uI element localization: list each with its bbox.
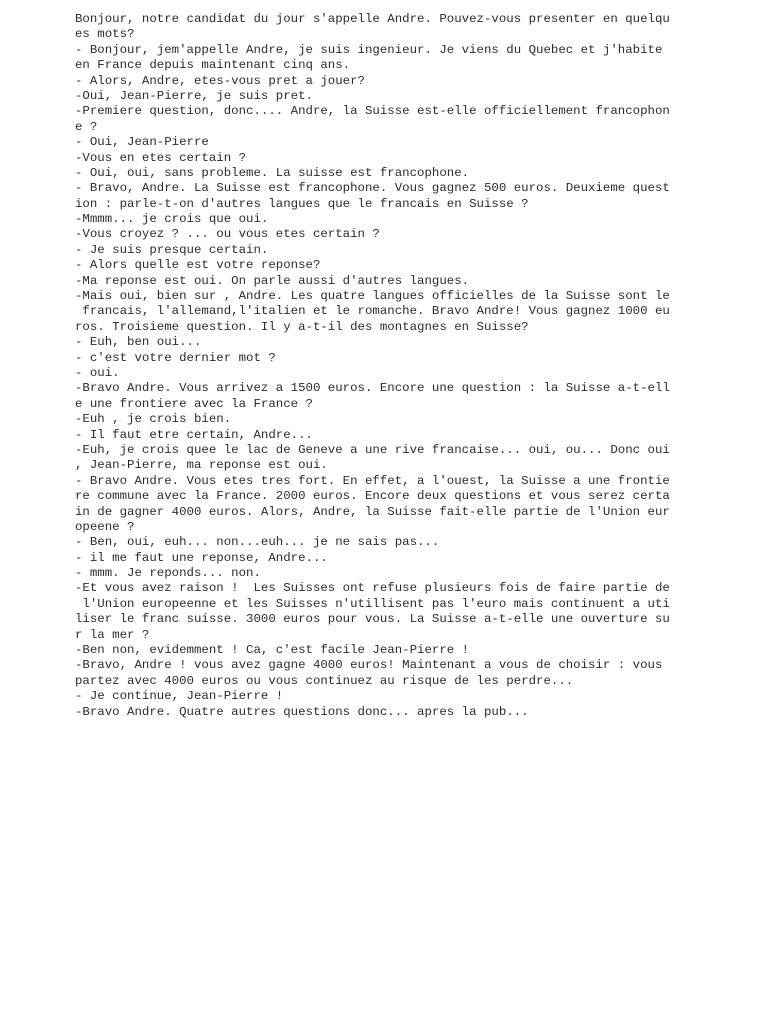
text-line: francais, l'allemand,l'italien et le romanche. Bravo Andre! Vous gagnez 1000 eu — [75, 304, 670, 319]
text-line: partez avec 4000 euros ou vous continuez au risque de les perdre... — [75, 673, 574, 688]
text-line: en France depuis maintenant cinq ans. — [75, 58, 351, 73]
text-line: liser le franc suisse. 3000 euros pour vous. La Suisse a-t-elle une ouverture su — [75, 612, 670, 627]
text-line: e une frontiere avec la France ? — [75, 396, 313, 411]
text-line: -Euh , je crois bien. — [75, 412, 232, 427]
text-line: -Premiere question, donc.... Andre, la Suisse est-elle officiellement francophon — [75, 104, 670, 119]
text-line: - Oui, oui, sans probleme. La suisse est francophone. — [75, 165, 470, 180]
text-line: -Vous croyez ? ... ou vous etes certain ? — [75, 227, 380, 242]
text-line: ion : parle-t-on d'autres langues que le francais en Suisse ? — [75, 196, 529, 211]
text-line: -Oui, Jean-Pierre, je suis pret. — [75, 88, 313, 103]
text-line: -Mais oui, bien sur , Andre. Les quatre langues officielles de la Suisse sont le — [75, 289, 670, 304]
text-line: , Jean-Pierre, ma reponse est oui. — [75, 458, 328, 473]
text-line: - c'est votre dernier mot ? — [75, 350, 276, 365]
text-line: -Bravo Andre. Quatre autres questions donc... apres la pub... — [75, 704, 529, 719]
text-line: opeene ? — [75, 519, 135, 534]
text-line: in de gagner 4000 euros. Alors, Andre, la Suisse fait-elle partie de l'Union eur — [75, 504, 670, 519]
document-text — [75, 12, 695, 720]
text-line: - Bravo Andre. Vous etes tres fort. En effet, a l'ouest, la Suisse a une frontie — [75, 473, 670, 488]
text-line: - Euh, ben oui... — [75, 335, 202, 350]
text-line: Bonjour, notre candidat du jour s'appelle Andre. Pouvez-vous presenter en quelqu — [75, 12, 670, 26]
text-line: e ? — [75, 119, 98, 134]
text-line: -Vous en etes certain ? — [75, 150, 247, 165]
text-line: - Bravo, Andre. La Suisse est francophone. Vous gagnez 500 euros. Deuxieme quest — [75, 181, 670, 196]
text-line: -Mmmm... je crois que oui. — [75, 212, 269, 227]
text-line: re commune avec la France. 2000 euros. Encore deux questions et vous serez certa — [75, 489, 670, 504]
text-line: - mmm. Je reponds... non. — [75, 566, 261, 581]
text-line: - Je suis presque certain. — [75, 242, 269, 257]
text-line: - Bonjour, jem'appelle Andre, je suis ingenieur. Je viens du Quebec et j'habite — [75, 42, 663, 57]
text-line: - Alors quelle est votre reponse? — [75, 258, 321, 273]
text-line: -Et vous avez raison ! Les Suisses ont refuse plusieurs fois de faire partie de — [75, 581, 670, 596]
text-line: es mots? — [75, 27, 135, 42]
text-line: r la mer ? — [75, 627, 150, 642]
text-line: -Ben non, evidemment ! Ca, c'est facile Jean-Pierre ! — [75, 643, 470, 658]
text-line: -Euh, je crois quee le lac de Geneve a une rive francaise... oui, ou... Donc oui — [75, 442, 670, 457]
text-line: - Il faut etre certain, Andre... — [75, 427, 313, 442]
text-line: -Ma reponse est oui. On parle aussi d'autres langues. — [75, 273, 470, 288]
text-line: - Ben, oui, euh... non...euh... je ne sais pas... — [75, 535, 440, 550]
text-line: - Je continue, Jean-Pierre ! — [75, 689, 284, 704]
text-line: - il me faut une reponse, Andre... — [75, 550, 328, 565]
text-line: - Oui, Jean-Pierre — [75, 135, 209, 150]
text-line: ros. Troisieme question. Il y a-t-il des montagnes en Suisse? — [75, 319, 529, 334]
text-line: l'Union europeenne et les Suisses n'utillisent pas l'euro mais continuent a uti — [75, 596, 670, 611]
text-line: - oui. — [75, 365, 120, 380]
text-line: -Bravo Andre. Vous arrivez a 1500 euros. Encore une question : la Suisse a-t-ell — [75, 381, 670, 396]
text-line: -Bravo, Andre ! vous avez gagne 4000 euros! Maintenant a vous de choisir : vous — [75, 658, 663, 673]
text-line: - Alors, Andre, etes-vous pret a jouer? — [75, 73, 365, 88]
